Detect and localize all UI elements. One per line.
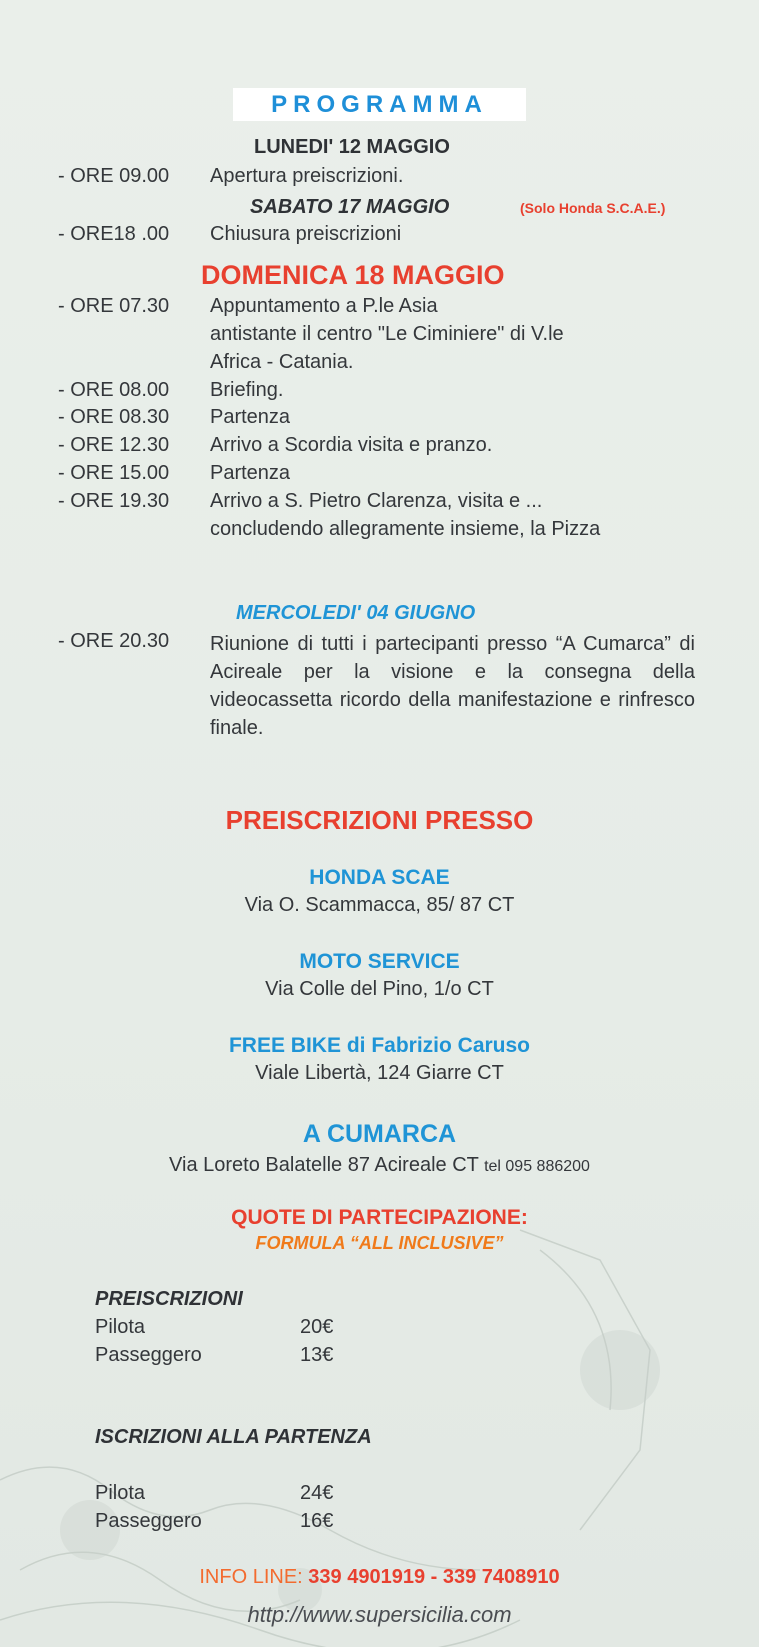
day3-item-line: antistante il centro "Le Ciminiere" di V.le (210, 323, 564, 345)
day3-item-text: Partenza (210, 406, 291, 428)
day1-item-text: Apertura preiscrizioni. (210, 165, 404, 187)
quote-subtitle: FORMULA “ALL INCLUSIVE” (255, 1233, 504, 1253)
preiscrizioni-section-title: PREISCRIZIONI (95, 1288, 243, 1310)
price-label: Pilota (95, 1316, 146, 1338)
venue-phone: tel 095 886200 (484, 1158, 590, 1175)
day3-item-time: - ORE 19.30 (58, 490, 170, 512)
partenza-section-title: ISCRIZIONI ALLA PARTENZA (95, 1426, 372, 1448)
venue-address-line (0, 1154, 759, 1177)
day3-item-line: Arrivo a S. Pietro Clarenza, visita e ... (210, 490, 543, 512)
venue-address: Via Loreto Balatelle 87 Acireale CT (169, 1154, 479, 1176)
price-label: Pilota (95, 1482, 146, 1504)
day2-item-text: Chiusura preiscrizioni (210, 223, 402, 245)
day3-item-time: - ORE 12.30 (58, 434, 170, 456)
venue-address: Via O. Scammacca, 85/ 87 CT (244, 894, 515, 916)
venue-name: HONDA SCAE (309, 866, 450, 889)
venue-address: Viale Libertà, 124 Giarre CT (255, 1062, 504, 1084)
day3-item-time: - ORE 15.00 (58, 462, 170, 484)
price-label: Passeggero (95, 1344, 202, 1366)
day3-item-text: Partenza (210, 462, 291, 484)
day3-title: DOMENICA 18 MAGGIO (201, 260, 505, 290)
day3-item-line: concludendo allegramente insieme, la Pizza (210, 518, 601, 540)
price-label: Passeggero (95, 1510, 202, 1532)
day2-note: (Solo Honda S.C.A.E.) (520, 200, 666, 216)
info-line (0, 1566, 759, 1589)
day3-item-text: Arrivo a Scordia visita e pranzo. (210, 434, 493, 456)
day2-item-time: - ORE18 .00 (58, 223, 170, 245)
day4-title: MERCOLEDI' 04 GIUGNO (236, 602, 476, 624)
venue-name: A CUMARCA (302, 1120, 457, 1148)
day1-title: LUNEDI' 12 MAGGIO (254, 136, 450, 158)
program-title-box (233, 88, 526, 121)
day3-item-text: Briefing. (210, 379, 284, 401)
website-url[interactable]: http://www.supersicilia.com (247, 1602, 512, 1627)
venue-name: FREE BIKE di Fabrizio Caruso (228, 1034, 531, 1057)
venue-name: MOTO SERVICE (299, 950, 460, 973)
price-value: 24€ (300, 1482, 334, 1504)
preiscrizioni-title: PREISCRIZIONI PRESSO (225, 805, 534, 835)
day3-item-time: - ORE 08.30 (58, 406, 170, 428)
price-value: 13€ (300, 1344, 334, 1366)
program-title: PROGRAMMA (271, 90, 488, 118)
price-value: 16€ (300, 1510, 334, 1532)
price-value: 20€ (300, 1316, 334, 1338)
day2-title: SABATO 17 MAGGIO (250, 196, 450, 218)
day3-item-line: Africa - Catania. (210, 351, 354, 373)
venue-address: Via Colle del Pino, 1/o CT (265, 978, 494, 1000)
day4-item-time: - ORE 20.30 (58, 630, 170, 652)
day4-item-text: Riunione di tutti i partecipanti presso “A Cumarca” di Acireale per la visione e la consegna della videocassetta ricordo della manifestazione e rinfresco finale. (210, 633, 695, 739)
day1-item-time: - ORE 09.00 (58, 165, 170, 187)
day3-item-line: Appuntamento a P.le Asia (210, 295, 438, 317)
quote-title: QUOTE DI PARTECIPAZIONE: (231, 1206, 528, 1229)
info-line-label: INFO LINE: (199, 1566, 303, 1588)
day3-item-time: - ORE 07.30 (58, 295, 170, 317)
day3-item-time: - ORE 08.00 (58, 379, 170, 401)
info-line-phones: 339 4901919 - 339 7408910 (308, 1566, 560, 1588)
